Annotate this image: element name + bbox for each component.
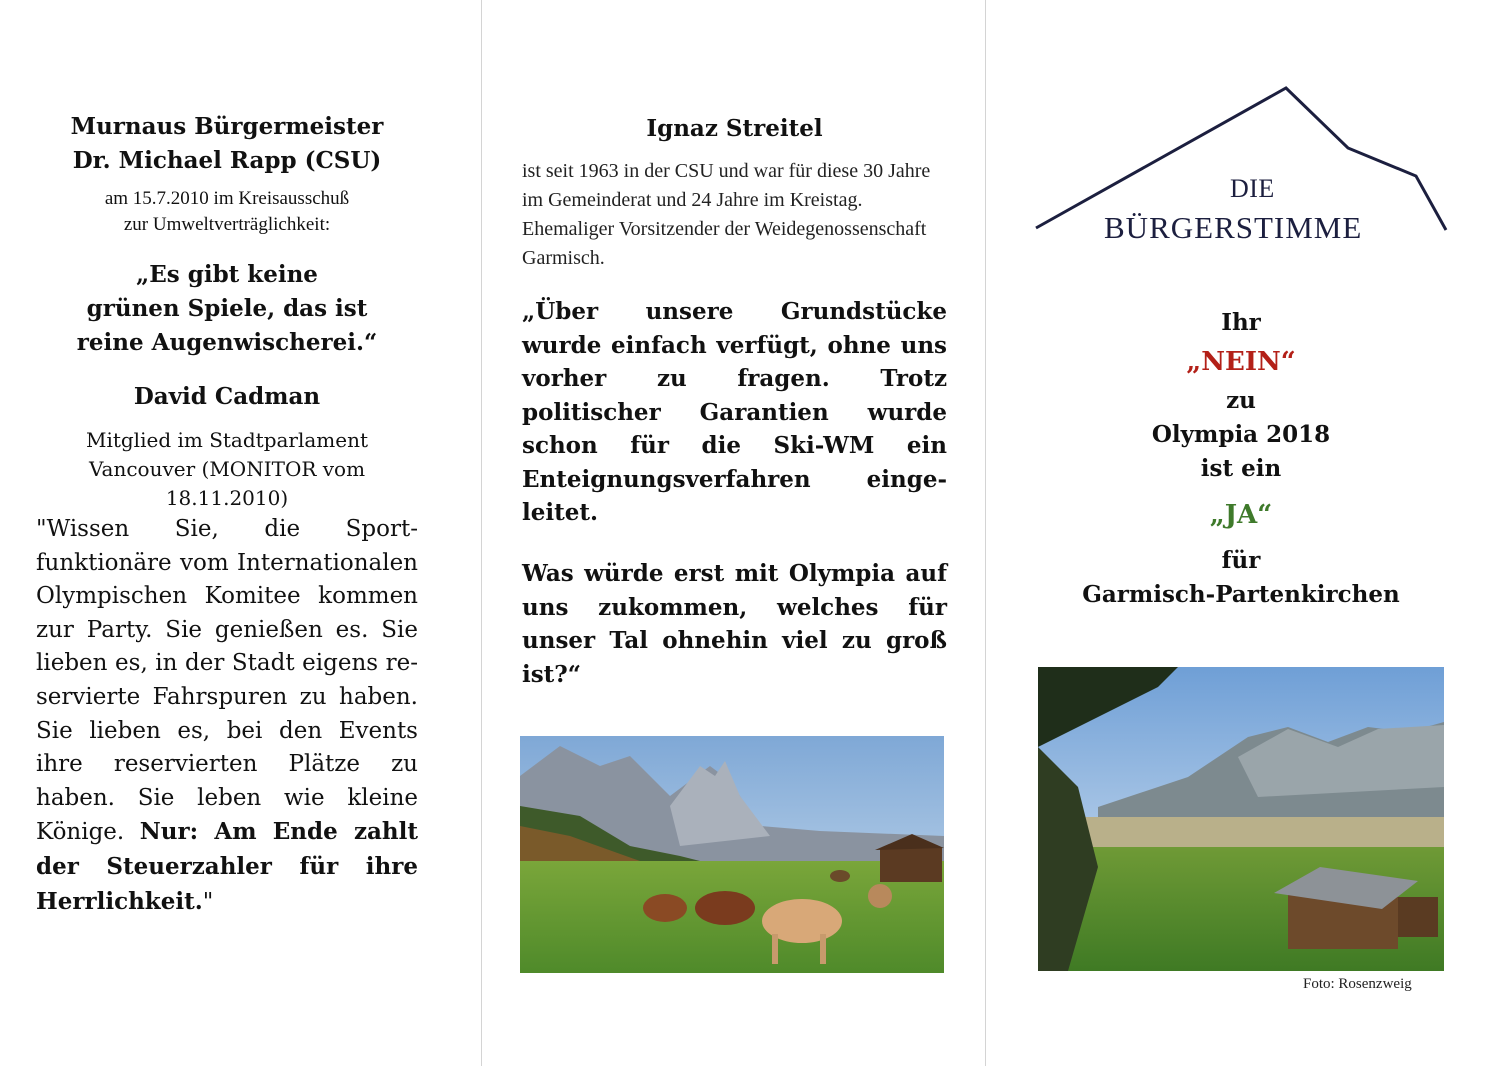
rapp-meta-line1: am 15.7.2010 im Kreisausschuß bbox=[104, 188, 350, 209]
streitel-quote: „Über unsere Grundstücke wurde einfach verfügt, ohne uns vorher zu fragen. Trotz politischer Garantien wurde schon für die Ski-WM ein Enteignungsverfahren eingeleitet. bbox=[522, 298, 947, 526]
cadman-quote bbox=[36, 513, 418, 919]
valley-hut-photo bbox=[1038, 667, 1444, 971]
streitel-question: Was würde erst mit Olympia auf uns zukommen, welches für unser Tal ohnehin viel zu groß ist?“ bbox=[522, 560, 947, 688]
cadman-meta-line3: 18.11.2010) bbox=[165, 486, 289, 510]
logo-name-text: BÜRGERSTIMME bbox=[1104, 210, 1363, 245]
slogan-ort: Garmisch-Partenkirchen bbox=[1082, 581, 1400, 608]
fold-line-right bbox=[985, 0, 986, 1066]
rapp-heading-line2: Dr. Michael Rapp (CSU) bbox=[72, 147, 382, 174]
slogan-ihr: Ihr bbox=[1221, 309, 1261, 336]
cadman-heading: David Cadman bbox=[133, 383, 321, 410]
slogan-zu: zu bbox=[1226, 387, 1256, 414]
middle-panel bbox=[522, 0, 947, 1066]
rapp-quote-line3: reine Augenwischerei.“ bbox=[76, 329, 378, 356]
photo-credit: Foto: Rosenzweig bbox=[1303, 976, 1412, 992]
slogan bbox=[1000, 306, 1482, 612]
cadman-quote-end: " bbox=[202, 888, 214, 915]
cadman-quote-bold: Nur: Am Ende zahlt der Steuerzahler für ihre Herrlichkeit. bbox=[36, 818, 418, 915]
slogan-fuer: für bbox=[1221, 547, 1261, 574]
rapp-quote bbox=[36, 258, 418, 360]
rapp-quote-line1: „Es gibt keine bbox=[136, 261, 318, 288]
rapp-meta bbox=[36, 186, 418, 238]
cows-meadow-photo bbox=[520, 736, 944, 973]
right-panel bbox=[1000, 0, 1500, 1066]
fold-line-left bbox=[481, 0, 482, 1066]
streitel-bio: ist seit 1963 in der CSU und war für diese 30 Jahre im Gemeinderat und 24 Jahre im Kreistag. Ehemaliger Vorsitzender der Weidegenossenschaft Garmisch. bbox=[522, 160, 931, 269]
rapp-meta-line2: zur Umweltverträglichkeit: bbox=[123, 214, 331, 235]
logo-die-text: DIE bbox=[1230, 174, 1275, 203]
streitel-heading: Ignaz Streitel bbox=[646, 115, 823, 142]
slogan-olympia: Olympia 2018 bbox=[1151, 421, 1331, 448]
slogan-ja: „JA“ bbox=[1209, 500, 1273, 530]
slogan-nein: „NEIN“ bbox=[1186, 347, 1296, 377]
cadman-quote-text: "Wissen Sie, die Sportfunktionäre vom Internationalen Olympischen Komitee kommen zur Party. Sie genießen es. Sie lieben es, in der Stadt eigens reservierte Fahrspuren zu haben. Sie lieben es, bei den Events ihre reservierten Plätze zu haben. Sie leben wie kleine Könige. bbox=[36, 516, 418, 846]
rapp-heading-line1: Murnaus Bürgermeister bbox=[70, 113, 384, 140]
rapp-heading bbox=[36, 110, 418, 178]
cadman-meta-line1: Mitglied im Stadtparlament bbox=[85, 428, 369, 452]
cadman-meta bbox=[36, 426, 418, 513]
cadman-meta-line2: Vancouver (MONITOR vom bbox=[88, 457, 366, 481]
left-panel bbox=[36, 0, 418, 1066]
rapp-quote-line2: grünen Spiele, das ist bbox=[86, 295, 368, 322]
slogan-istein: ist ein bbox=[1200, 455, 1282, 482]
